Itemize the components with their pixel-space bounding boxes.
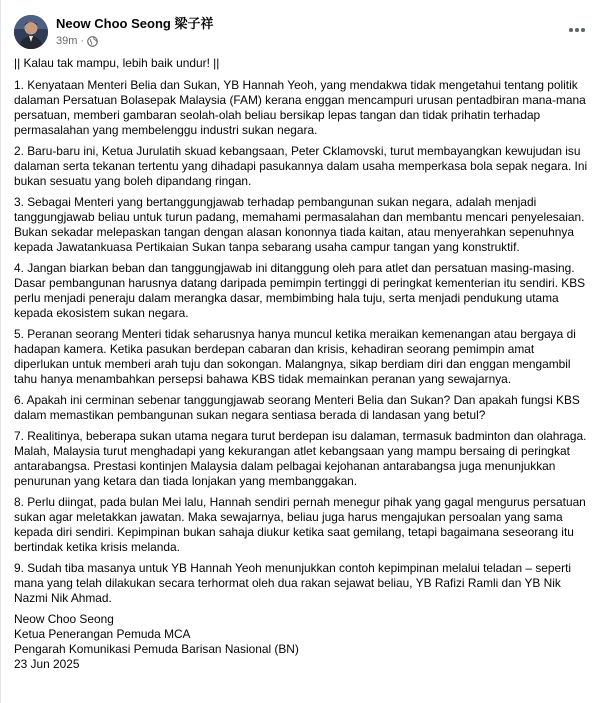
more-horizontal-icon xyxy=(575,28,579,32)
avatar-image xyxy=(14,15,48,49)
paragraph-2: 2. Baru-baru ini, Ketua Jurulatih skuad kebangsaan, Peter Cklamovski, turut membayangkan kewujudan isu dalaman serta tekanan tertentu yang dihadapi pasukannya dalam usaha memperkasa bola sepak negara. Ini bukan sesuatu yang boleh dipandang ringan. xyxy=(14,144,588,188)
post-time[interactable]: 39m xyxy=(56,35,78,47)
signature-title: Ketua Penerangan Pemuda MCA xyxy=(14,627,191,641)
paragraph-1: 1. Kenyataan Menteri Belia dan Sukan, YB Hannah Yeoh, yang mendakwa tidak mengetahui tentang politik dalaman Persatuan Bolasepak Malaysia (FAM) kerana enggan mencampuri urusan pentadbiran mana-mana persatuan, memberi gambaran seolah-olah beliau bersikap lepas tangan dan tidak prihatin terhadap permasalahan yang membelenggu industri sukan negara. xyxy=(14,78,586,137)
paragraph-7: 7. Realitinya, beberapa sukan utama negara turut berdepan isu dalaman, termasuk badminton dan olahraga. Malah, Malaysia turut menghadapi yang kekurangan atlet kebangsaan yang mampu bersaing di peringkat antarabangsa. Prestasi kontinjen Malaysia dalam pelbagai kejohanan antarabangsa juga menunjukkan penurunan yang ketara dan tiada lonjakan yang membanggakan. xyxy=(14,429,587,488)
author-block xyxy=(56,16,213,48)
paragraph-6: 6. Apakah ini cerminan sebenar tanggungjawab seorang Menteri Belia dan Sukan? Dan apakah fungsi KBS dalam memastikan pembangunan sukan negara sentiasa berada di landasan yang betul? xyxy=(14,393,580,422)
post-title: || Kalau tak mampu, lebih baik undur! || xyxy=(14,56,220,70)
signature-date: 23 Jun 2025 xyxy=(14,657,80,671)
author-name[interactable]: Neow Choo Seong 梁子祥 xyxy=(56,16,214,31)
paragraph-5: 5. Peranan seorang Menteri tidak seharusnya hanya muncul ketika meraikan kemenangan atau bergaya di hadapan kamera. Ketika pasukan berdepan cabaran dan krisis, kehadiran seorang pemimpin amat diperlukan untuk memberi arah tuju dan sokongan. Malangnya, sikap berdiam diri dan enggan mengambil tahu hanya menambahkan persepsi bahawa KBS tidak memainkan peranan yang sewajarnya. xyxy=(14,327,576,386)
more-horizontal-icon xyxy=(581,28,585,32)
paragraph-8: 8. Perlu diingat, pada bulan Mei lalu, Hannah sendiri pernah menegur pihak yang gagal mengurus persatuan sukan agar meletakkan jawatan. Maka sewajarnya, beliau juga harus mengajukan persoalan yang sama kepada diri sendiri. Kepimpinan bukan sahaja diukur ketika saat gemilang, tetapi bagaimana seseorang itu bertindak ketika krisis melanda. xyxy=(14,495,586,554)
post-header xyxy=(14,13,213,51)
signature-role: Pengarah Komunikasi Pemuda Barisan Nasional (BN) xyxy=(14,642,299,656)
post-meta xyxy=(56,34,213,48)
more-horizontal-icon xyxy=(569,28,573,32)
paragraph-4: 4. Jangan biarkan beban dan tanggungjawab ini ditanggung oleh para atlet dan persatuan masing-masing. Dasar pembangunan harusnya datang daripada pemimpin tertinggi di peringkat kementerian itu sendiri. KBS perlu menjadi peneraju dalam merangka dasar, membimbing hala tuju, serta menjadi pendukung utama kepada ekosistem sukan negara. xyxy=(14,261,586,320)
meta-separator: · xyxy=(80,35,85,47)
paragraph-9: 9. Sudah tiba masanya untuk YB Hannah Yeoh menunjukkan contoh kepimpinan melalui teladan – seperti mana yang telah dilakukan secara terhormat oleh dua rakan sejawat beliau, YB Rafizi Ramli dan YB Nik Nazmi Nik Ahmad. xyxy=(14,561,572,605)
more-options-button[interactable] xyxy=(565,22,589,38)
author-avatar[interactable] xyxy=(14,15,48,49)
signature-name: Neow Choo Seong xyxy=(14,612,114,626)
signature-block xyxy=(14,612,588,672)
post-body xyxy=(14,56,588,672)
paragraph-3: 3. Sebagai Menteri yang bertanggungjawab terhadap pembangunan sukan negara, adalah menjadi tanggungjawab beliau untuk turun padang, memahami permasalahan dan membantu mencari penyelesaian. Bukan sekadar melepaskan tangan dengan alasan kononnya tiada kaitan, atau menyerahkan sepenuhnya kepada Jawatankuasa Pertikaian Sukan tanpa sebarang usaha campur tangan yang konstruktif. xyxy=(14,195,585,254)
globe-icon[interactable] xyxy=(87,36,98,47)
